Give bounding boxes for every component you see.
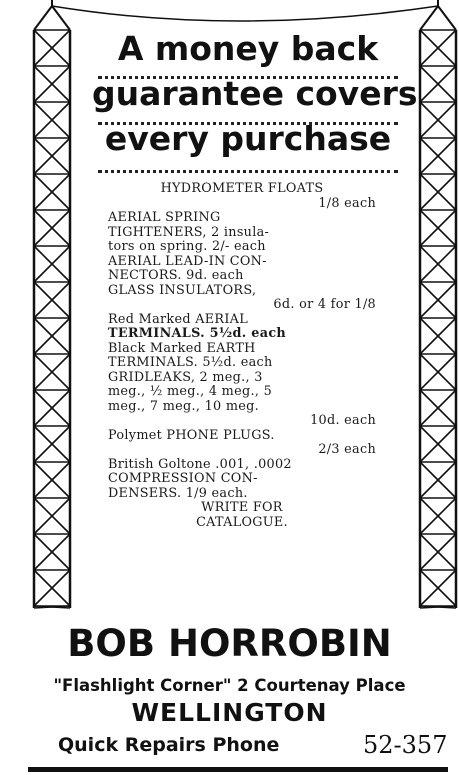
business-city: WELLINGTON (131, 698, 328, 727)
price-list-line: Polymet PHONE PLUGS. (108, 427, 275, 443)
price-list-line: HYDROMETER FLOATS (160, 181, 324, 196)
price-list-line: NECTORS. 9d. each (108, 268, 244, 283)
price-list-line: meg., 7 meg., 10 meg. (108, 398, 260, 414)
repairs-label: Quick Repairs Phone (58, 734, 280, 756)
price-list-line: CATALOGUE. (196, 514, 288, 530)
price-list-line: AERIAL LEAD-IN CON- (108, 253, 267, 269)
price-list-line: TERMINALS. 5½d. each (108, 355, 273, 370)
price-list-line: TIGHTENERS, 2 insula- (108, 224, 270, 240)
headline (92, 26, 418, 161)
headline-line-2: guarantee covers (92, 74, 418, 113)
left-lattice (34, 30, 70, 608)
price-list-line: meg., ½ meg., 4 meg., 5 (108, 384, 273, 399)
price-list-line: 6d. or 4 for 1/8 (273, 297, 376, 312)
dotted-rule-3 (98, 170, 398, 173)
phone-number: 52-357 (363, 731, 448, 759)
price-list-line: GRIDLEAKS, 2 meg., 3 (108, 369, 263, 385)
business-address: "Flashlight Corner" 2 Courtenay Place (53, 676, 406, 695)
left-tower-illustration (30, 0, 74, 610)
headline-line-1: A money back (117, 29, 379, 68)
price-list-line: 2/3 each (318, 442, 376, 457)
right-lattice (420, 30, 456, 608)
price-list-line: COMPRESSION CON- (108, 471, 258, 486)
price-list-line: WRITE FOR (201, 500, 283, 515)
business-name: BOB HORROBIN (67, 622, 392, 665)
price-list-line: Black Marked EARTH (108, 340, 256, 356)
price-list-line: tors on spring. 2/- each (108, 239, 266, 254)
bottom-rule (28, 767, 448, 772)
price-list-line: TERMINALS. 5½d. each (108, 326, 287, 341)
price-list-line: GLASS INSULATORS, (108, 282, 257, 298)
price-list-line: 1/8 each (318, 195, 376, 211)
price-list-line: AERIAL SPRING (108, 210, 221, 225)
headline-line-3: every purchase (104, 119, 392, 158)
price-list-line: Red Marked AERIAL (108, 311, 249, 327)
price-list (108, 182, 376, 530)
price-list-line: British Goltone .001, .0002 (108, 456, 292, 472)
price-list-line: DENSERS. 1/9 each. (108, 485, 248, 501)
right-tower-illustration (416, 0, 459, 610)
dotted-rule-1 (98, 76, 398, 79)
price-list-line: 10d. each (310, 413, 376, 428)
dotted-rule-2 (98, 122, 398, 125)
